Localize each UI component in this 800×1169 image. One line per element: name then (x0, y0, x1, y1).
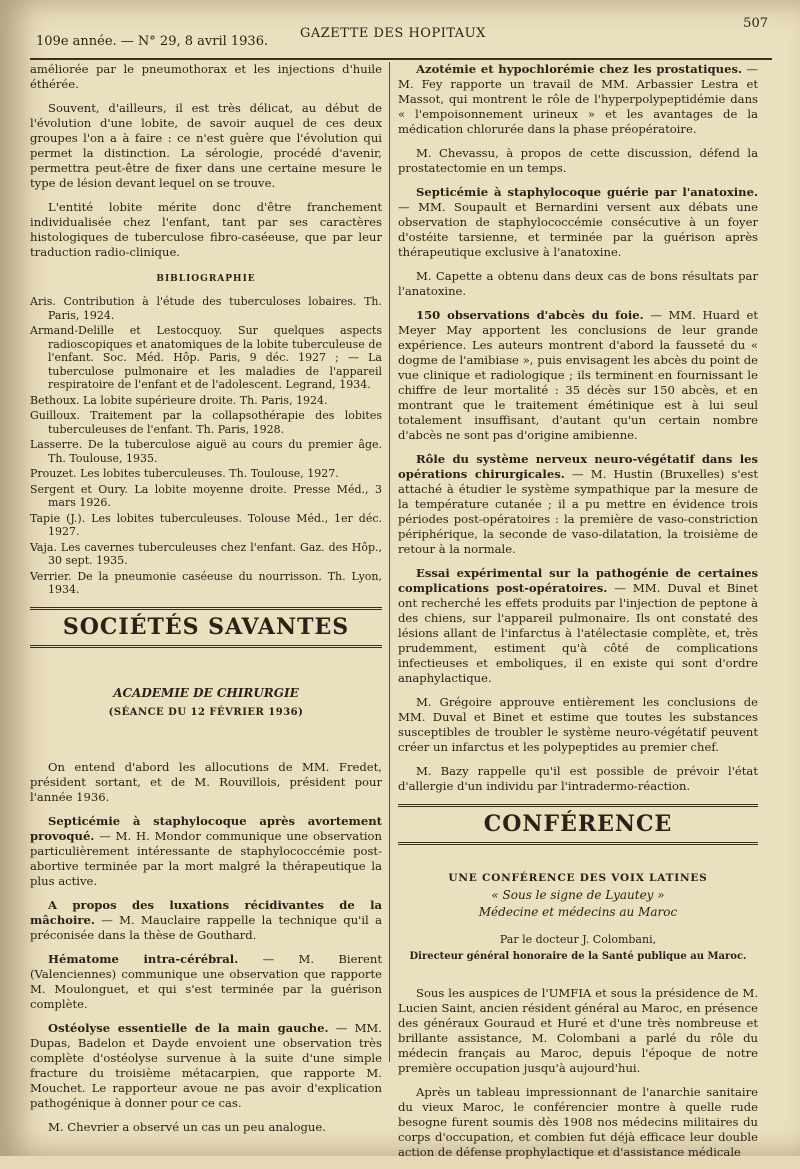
paragraph: Sous les auspices de l'UMFIA et sous la présidence de M. Lucien Saint, ancien résident général au Maroc, en présence des généraux Gouraud et Huré et d'une très nombreuse et brillante assistance, M. Colombani a parlé du rôle du médecin français au Maroc, depuis l'époque de notre première occupation jusqu'à aujourd'hui. (398, 986, 758, 1075)
academie-heading: ACADEMIE DE CHIRURGIE (113, 685, 299, 700)
communication (398, 308, 758, 443)
communication (30, 814, 382, 889)
conference-author: Par le docteur J. Colombani, (499, 933, 657, 946)
communication-body: — MM. Dupas, Badelon et Dayde envoient une observation très complète d'ostéolyse survenue à la suite d'une simple fracture du troisième métacarpien, que rapporte M. Mouchet. Le rapporteur avoue ne pas avoir d'explication pathogénique à donner pour ce cas. (30, 1020, 382, 1110)
section-rule (30, 607, 382, 610)
conference-quote: « Sous le signe de Lyautey » (491, 888, 665, 902)
communication-body: — M. Fey rapporte un travail de MM. Arbassier Lestra et Massot, qui montrent le rôle de l'hyperpolypeptidémie dans « l'empoisonnement urineux » et les avantages de la médication chlorurée dans la phase préopératoire. (398, 62, 758, 136)
communication-title: Septicémie à staphylocoque après avortement provoqué. (30, 813, 382, 843)
section-title-societes: SOCIÉTÉS SAVANTES (62, 613, 350, 640)
communication-title: 150 observations d'abcès du foie. (416, 308, 644, 322)
communication-title: Azotémie et hypochlorémie chez les prostatiques. (416, 62, 743, 76)
bibliography-entry: Bethoux. La lobite supérieure droite. Th. Paris, 1924. (30, 393, 328, 407)
bibliography-entry: Armand-Delille et Lestocquoy. Sur quelques aspects radioscopiques et anatomiques de la lobite tuberculeuse de l'enfant. Soc. Méd. Hôp. Paris, 9 déc. 1927 ; — La tuberculose pulmonaire et les maladies de l'appareil respiratoire de l'enfant et de l'adolescent. Legrand, 1934. (30, 324, 382, 391)
bibliography-entry: Lasserre. De la tuberculose aiguë au cours du premier âge. Th. Toulouse, 1935. (30, 438, 382, 465)
paragraph: Souvent, d'ailleurs, il est très délicat, au début de l'évolution d'une lobite, de savoir auquel de ces deux groupes l'on a à faire : ce n'est guère que l'évolution qui permet la distinction. La sérologie, procédé d'avenir, permettra peut-être de fixer dans une certaine mesure le type de lésion devant lequel on se trouve. (30, 101, 382, 190)
communication-title: Rôle du système nerveux neuro-végétatif dans les opérations chirurgicales. (398, 452, 758, 481)
paragraph: M. Chevassu, à propos de cette discussion, défend la prostatectomie en un temps. (398, 146, 758, 175)
communication (30, 1021, 382, 1111)
bibliography-entry: Guilloux. Traitement par la collapsothérapie des lobites tuberculeuses de l'enfant. Th. Paris, 1928. (30, 409, 382, 436)
communication-body: — M. Bierent (Valenciennes) communique une observation que rapporte M. Moulonguet, et qui s'est terminée par la guérison complète. (30, 951, 383, 1011)
bibliography-entry: Sergent et Oury. La lobite moyenne droite. Presse Méd., 3 mars 1926. (30, 482, 382, 509)
communication (398, 62, 758, 137)
communication-title: Essai expérimental sur la pathogénie de certaines complications post-opératoires. (398, 566, 758, 595)
communication-body: — M. Hustin (Bruxelles) s'est attaché à étudier le système sympathique par la mesure de la température cutanée ; il a pu mettre en évidence trois périodes post-opératoires : la première de vaso-constriction périphérique, la seconde de vaso-dilatation, la troisième de retour à la normale. (398, 467, 758, 556)
communication-title: Ostéolyse essentielle de la main gauche. (48, 1020, 329, 1035)
conference-author-function: Directeur général honoraire de la Santé publique au Maroc. (409, 951, 747, 962)
bibliography-entry: Aris. Contribution à l'étude des tuberculoses lobaires. Th. Paris, 1924. (30, 295, 382, 322)
page-header (30, 14, 772, 60)
header-rule (30, 58, 772, 60)
journal-title: GAZETTE DES HOPITAUX (300, 26, 486, 41)
bibliography-entry: Verrier. De la pneumonie caséeuse du nourrisson. Th. Lyon, 1934. (30, 569, 382, 596)
communication-title: Hématome intra-cérébral. (48, 951, 239, 966)
bibliography-list (30, 295, 382, 597)
communication-title: A propos des luxations récidivantes de la mâchoire. (30, 897, 382, 927)
right-column (398, 62, 758, 1169)
seance-date: (SÉANCE DU 12 FÉVRIER 1936) (108, 706, 304, 718)
communication-body: — MM. Huard et Meyer May apportent les conclusions de leur grande expérience. Les auteurs montrent d'abord la fausseté du « dogme de l'amibiase », puis envisagent les abcès du point de vue clinique et radiologique ; ils terminent en fournissant le chiffre de leur mortalité : 35 décès sur 150 abcès, et en montrant que le traitement émétinique est à lui seul totalement insuffisant, d'autant qu'un certain nombre d'abcès ne sont pas d'origine amibienne. (398, 308, 758, 442)
bibliography-heading: BIBLIOGRAPHIE (156, 274, 256, 284)
section-rule (398, 804, 758, 807)
left-column (30, 62, 382, 1144)
paragraph: M. Bazy rappelle qu'il est possible de prévoir l'état d'allergie d'un individu par l'intradermo-réaction. (398, 764, 758, 793)
paragraph: L'entité lobite mérite donc d'être franchement individualisée chez l'enfant, tant par ses caractères histologiques de tuberculose fibro-caséeuse, que par leur traduction radio-clinique. (30, 200, 382, 259)
paragraph: améliorée par le pneumothorax et les injections d'huile éthérée. (30, 62, 382, 91)
communication-body: — MM. Soupault et Bernardini versent aux débats une observation de staphylococcémie consécutive à un foyer d'ostéite tarsienne, et terminée par la guérison après thérapeutique exclusive à l'anatoxine. (398, 200, 758, 259)
issue-info: 109e année. — N° 29, 8 avril 1936. (36, 34, 269, 49)
communication-body: — M. Mauclaire rappelle la technique qu'il a préconisée dans la thèse de Gouthard. (30, 912, 382, 942)
paragraph: Après un tableau impressionnant de l'anarchie sanitaire du vieux Maroc, le conférencier montre à quelle rude besogne furent soumis dès 1908 nos médecins militaires du corps d'occupation, et combien fut déjà efficace leur double action de défense prophylactique et d'assistance médicale (398, 1085, 758, 1159)
communication (30, 952, 382, 1012)
conference-subtitle: UNE CONFÉRENCE DES VOIX LATINES (448, 872, 708, 884)
communication (398, 566, 758, 686)
section-title-conference: CONFÉRENCE (483, 811, 673, 837)
communication (30, 898, 382, 943)
conference-topic: Médecine et médecins au Maroc (478, 905, 678, 919)
communication-body: — M. H. Mondor communique une observation particulièrement intéressante de staphylococcémie post-abortive terminée par la mort malgré la thérapeutique la plus active. (30, 828, 383, 888)
communication (398, 185, 758, 260)
paragraph: M. Capette a obtenu dans deux cas de bons résultats par l'anatoxine. (398, 269, 758, 298)
paragraph: On entend d'abord les allocutions de MM. Fredet, président sortant, et de M. Rouvillois, président pour l'année 1936. (30, 759, 382, 804)
section-rule (398, 842, 758, 845)
communication-body: — MM. Duval et Binet ont recherché les effets produits par l'injection de peptone à des chiens, sur l'appareil pulmonaire. Ils ont constaté des lésions allant de l'infarctus à l'atélectasie complète, et, très prudemment, estiment qu'à côté de complications infectieuses et emboliques, il en existe qui sont d'ordre anaphylactique. (398, 581, 758, 685)
paragraph: M. Grégoire approuve entièrement les conclusions de MM. Duval et Binet et estime que toutes les substances susceptibles de troubler le système neuro-végétatif peuvent créer un infarctus et les polypeptides au premier chef. (398, 695, 758, 754)
page-number: 507 (743, 16, 768, 31)
bibliography-entry: Vaja. Les cavernes tuberculeuses chez l'enfant. Gaz. des Hôp., 30 sept. 1935. (30, 540, 382, 567)
bibliography-entry: Tapie (J.). Les lobites tuberculeuses. Tolouse Méd., 1er déc. 1927. (30, 511, 382, 538)
column-separator (389, 62, 390, 1062)
section-rule (30, 645, 382, 648)
communication (398, 452, 758, 557)
paragraph: M. Chevrier a observé un cas un peu analogue. (48, 1119, 326, 1134)
bibliography-entry: Prouzet. Les lobites tuberculeuses. Th. Toulouse, 1927. (30, 467, 339, 480)
communication-title: Septicémie à staphylocoque guérie par l'anatoxine. (416, 185, 758, 199)
